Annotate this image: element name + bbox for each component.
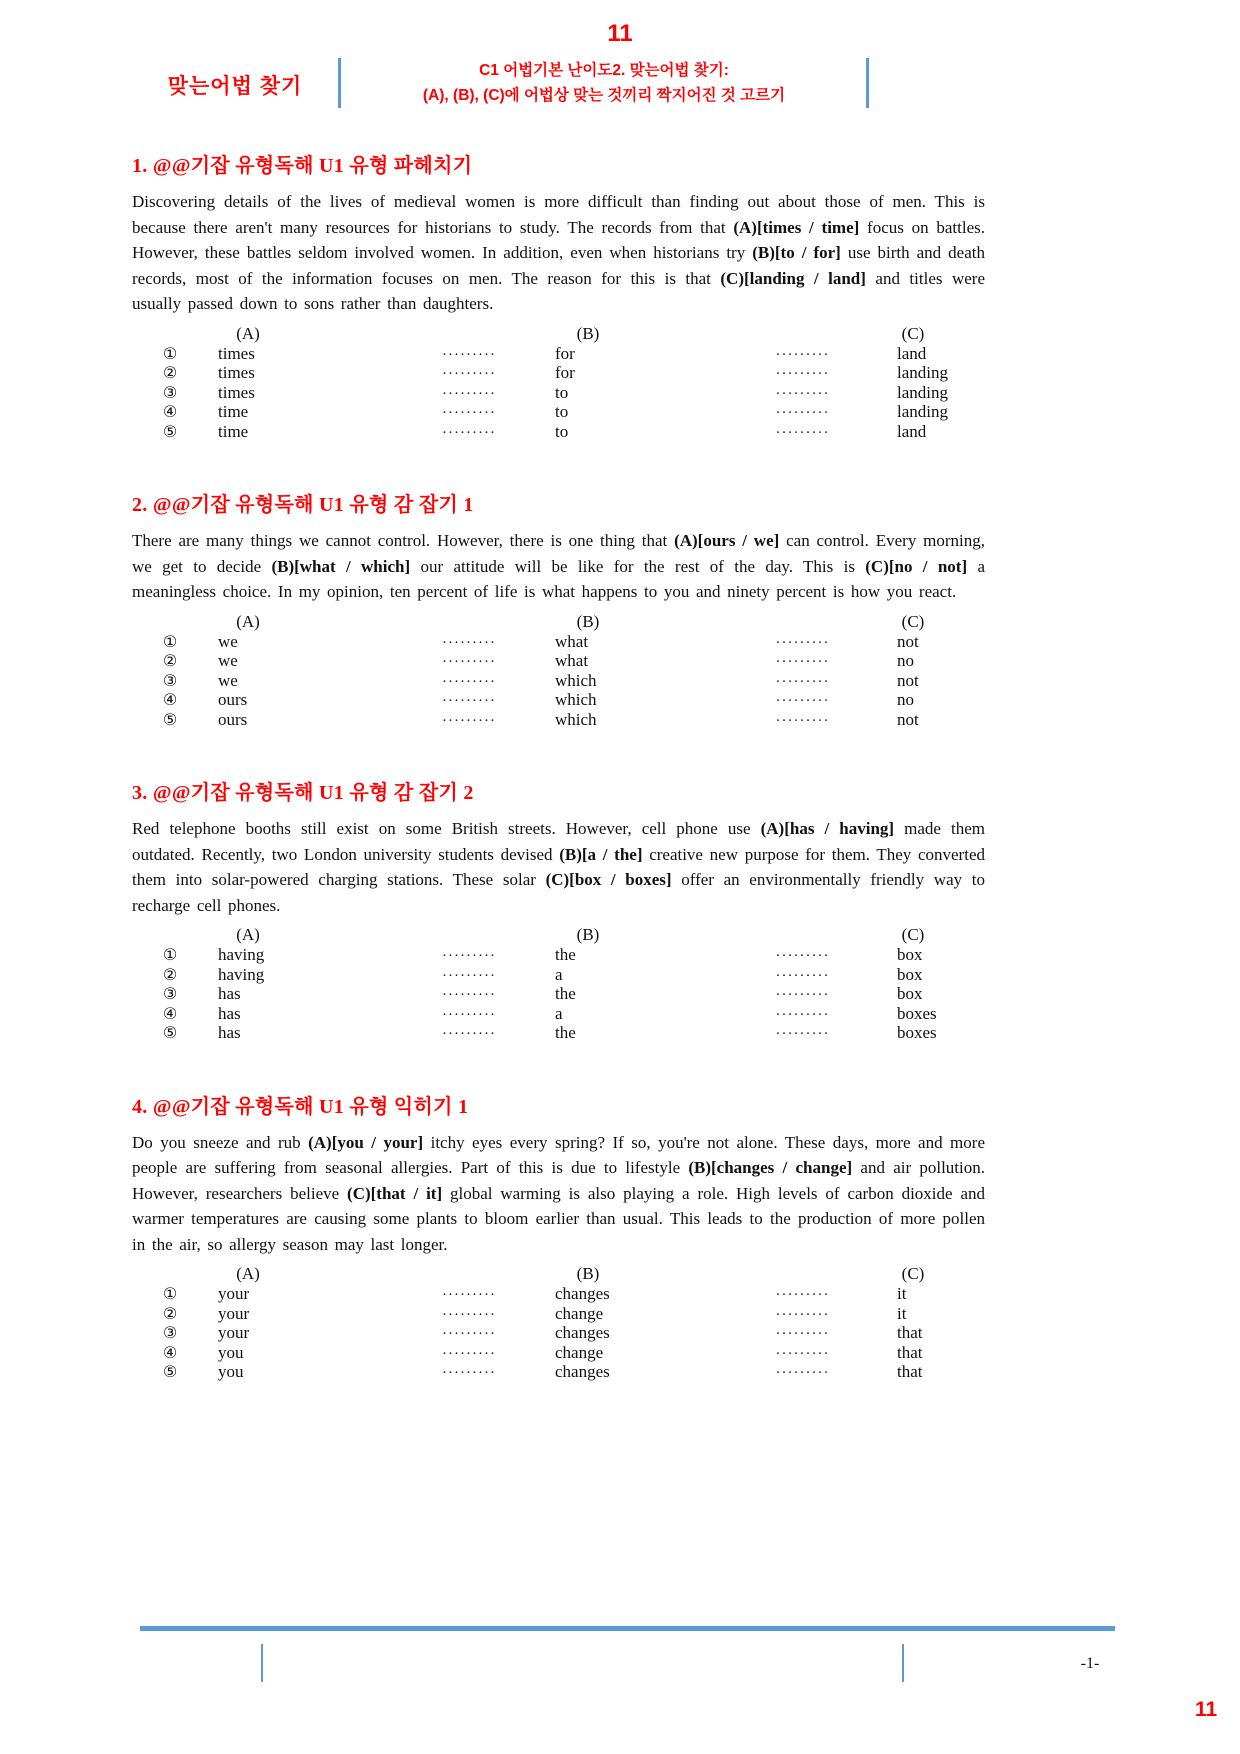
passage-choice-segment: (A)[has / having] <box>760 819 895 838</box>
option-number: ③ <box>162 1323 178 1342</box>
option-c-value: landing <box>897 402 948 421</box>
option-a-value: times <box>218 363 255 382</box>
option-number: ④ <box>162 1003 178 1023</box>
options-table <box>132 925 985 1043</box>
passage-segment: use birth and death records, most of the information focuses on men. The reason for this is that <box>132 243 985 288</box>
passage-segment: Red telephone booths still exist on some British streets. However, cell phone use <box>132 819 761 838</box>
options-header-row <box>132 324 985 344</box>
option-c-value: no <box>897 651 914 670</box>
option-number: ① <box>162 945 178 964</box>
option-a-value: we <box>218 631 238 651</box>
option-b-value: what <box>555 631 589 651</box>
dots-separator: ········· <box>775 1287 830 1303</box>
option-a-value: your <box>218 1303 250 1323</box>
question-title-text: @@기잡 유형독해 U1 유형 익히기 1 <box>152 1095 469 1118</box>
option-row <box>132 984 985 1004</box>
option-number: ② <box>162 651 178 670</box>
option-b-value: which <box>555 670 597 690</box>
dots-separator: ········· <box>775 346 830 363</box>
option-c-value: it <box>897 1303 907 1323</box>
dots-separator: ········· <box>442 1306 496 1323</box>
question-number: 3. <box>132 782 148 804</box>
option-b-value: for <box>555 363 575 382</box>
option-a-value: your <box>218 1323 250 1342</box>
dots-separator: ········· <box>442 967 496 984</box>
option-b-value: a <box>555 1003 563 1023</box>
options-header-row <box>132 1264 985 1284</box>
question-block <box>132 779 985 1043</box>
passage-choice-segment: (B)[changes / change] <box>688 1158 853 1177</box>
option-a-value: we <box>218 670 238 690</box>
option-c-value: boxes <box>897 1003 937 1023</box>
option-b-value: change <box>555 1342 604 1362</box>
passage-choice-segment: (A)[you / your] <box>308 1132 424 1152</box>
option-a-value: time <box>218 421 249 441</box>
question-passage <box>132 816 985 918</box>
passage-segment: Discovering details of the lives of medieval women is more difficult than finding out about those of men. This is because there aren't many resources for historians to study. The records from that <box>132 192 985 237</box>
question-title <box>132 1093 985 1121</box>
passage-choice-segment: (C)[box / boxes] <box>545 870 672 889</box>
column-header-a: (A) <box>236 611 260 631</box>
passage-choice-segment: (C)[no / not] <box>865 556 968 576</box>
option-a-value: has <box>218 1023 241 1042</box>
passage-segment: offer an environmentally friendly way to recharge cell phones. <box>132 870 985 915</box>
dots-separator: ········· <box>442 405 496 421</box>
dots-separator: ········· <box>442 1287 496 1303</box>
option-row <box>132 651 985 671</box>
dots-separator: ········· <box>775 1306 830 1323</box>
dots-separator: ········· <box>775 1365 830 1381</box>
option-c-value: not <box>897 670 919 690</box>
question-block <box>132 491 985 729</box>
question-title-text: @@기잡 유형독해 U1 유형 파헤치기 <box>152 155 473 177</box>
option-number: ⑤ <box>162 1362 178 1381</box>
option-b-value: to <box>555 402 569 421</box>
option-b-value: which <box>555 709 597 729</box>
question-passage <box>132 1130 985 1258</box>
option-a-value: ours <box>218 690 248 709</box>
header-left-title: 맞는어법 찾기 <box>167 75 303 98</box>
option-number: ① <box>162 343 178 363</box>
option-b-value: changes <box>555 1362 610 1381</box>
option-b-value: what <box>555 651 589 670</box>
option-a-value: has <box>218 984 241 1003</box>
column-header-a: (A) <box>236 925 260 944</box>
passage-choice-segment: (C)[that / it] <box>347 1183 443 1203</box>
option-number: ⑤ <box>162 1023 178 1042</box>
option-row <box>132 690 985 710</box>
header-subtitle-line1: C1 어법기본 난이도2. 맞는어법 찾기: <box>479 62 729 79</box>
option-row <box>132 1323 985 1343</box>
dots-separator: ········· <box>775 967 830 984</box>
question-title <box>132 152 985 180</box>
dots-separator: ········· <box>775 673 830 690</box>
option-c-value: that <box>897 1323 923 1342</box>
dots-separator: ········· <box>442 673 496 690</box>
option-number: ① <box>162 1284 178 1303</box>
passage-segment: itchy eyes every spring? If so, you're not alone. These days, more and more people are suffering from seasonal allergies. Part of this is due to lifestyle <box>132 1132 985 1177</box>
option-number: ④ <box>162 402 178 421</box>
dots-separator: ········· <box>775 424 830 441</box>
option-c-value: it <box>897 1284 907 1303</box>
option-row <box>132 1362 985 1382</box>
passage-choice-segment: (A)[times / time] <box>733 217 860 237</box>
passage-choice-segment: (B)[a / the] <box>559 844 643 864</box>
dots-separator: ········· <box>775 1006 830 1023</box>
passage-choice-segment: (C)[landing / land] <box>720 268 866 288</box>
question-title-text: @@기잡 유형독해 U1 유형 감 잡기 1 <box>152 494 474 516</box>
dots-separator: ········· <box>442 366 496 382</box>
header-subtitle-line2: (A), (B), (C)에 어법상 맞는 것끼리 짝지어진 것 고르기 <box>422 87 786 104</box>
passage-segment: There are many things we cannot control. However, there is one thing that <box>132 531 675 550</box>
column-header-c: (C) <box>901 925 925 944</box>
option-number: ① <box>162 631 178 651</box>
dots-separator: ········· <box>775 1345 830 1362</box>
dots-separator: ········· <box>442 634 496 651</box>
dots-separator: ········· <box>775 948 830 964</box>
passage-segment: creative new purpose for them. They converted them into solar-powered charging stations. These solar <box>132 844 985 889</box>
option-b-value: changes <box>555 1284 610 1303</box>
option-number: ④ <box>162 690 178 709</box>
passage-segment: our attitude will be like for the rest of the day. This is <box>410 556 866 576</box>
question-block <box>132 152 985 441</box>
passage-segment: a meaningless choice. In my opinion, ten percent of life is what happens to you and ninety percent is how you react. <box>132 556 985 601</box>
question-number: 1. <box>132 155 148 177</box>
option-b-value: the <box>555 1023 576 1042</box>
dots-separator: ········· <box>442 948 496 964</box>
passage-segment: made them outdated. Recently, two London university students devised <box>132 819 985 864</box>
dots-separator: ········· <box>775 1026 830 1042</box>
option-row <box>132 1023 985 1043</box>
option-row <box>132 710 985 730</box>
option-c-value: box <box>897 964 923 984</box>
column-header-c: (C) <box>901 611 925 631</box>
option-a-value: ours <box>218 709 248 729</box>
option-a-value: you <box>218 1342 244 1362</box>
questions-container <box>132 0 985 1382</box>
option-row <box>132 422 985 442</box>
dots-separator: ········· <box>442 1026 496 1042</box>
option-b-value: to <box>555 421 569 441</box>
option-number: ⑤ <box>162 421 178 441</box>
option-a-value: has <box>218 1003 241 1023</box>
dots-separator: ········· <box>442 987 496 1003</box>
option-a-value: your <box>218 1284 250 1303</box>
options-table <box>132 1264 985 1382</box>
option-row <box>132 1304 985 1324</box>
dots-separator: ········· <box>775 405 830 421</box>
option-a-value: time <box>218 402 249 421</box>
dots-separator: ········· <box>775 634 830 651</box>
dots-separator: ········· <box>775 1326 830 1342</box>
bottom-page-number: 11 <box>1195 1698 1218 1721</box>
dots-separator: ········· <box>442 693 496 709</box>
option-b-value: for <box>555 343 575 363</box>
option-number: ② <box>162 964 178 984</box>
passage-segment: can control. Every morning, we get to decide <box>132 531 985 576</box>
passage-choice-segment: (B)[what / which] <box>271 556 411 576</box>
option-c-value: landing <box>897 363 948 382</box>
option-number: ⑤ <box>162 709 178 729</box>
options-table <box>132 324 985 442</box>
passage-segment: and air pollution. However, researchers believe <box>132 1158 986 1203</box>
passage-segment: Do you sneeze and rub <box>132 1132 309 1152</box>
option-b-value: which <box>555 690 597 709</box>
option-b-value: a <box>555 964 563 984</box>
option-a-value: times <box>218 382 255 402</box>
option-number: ② <box>162 363 178 382</box>
option-c-value: no <box>897 690 914 709</box>
passage-choice-segment: (A)[ours / we] <box>674 531 780 550</box>
dots-separator: ········· <box>442 1006 496 1023</box>
option-c-value: box <box>897 945 923 964</box>
passage-segment: global warming is also playing a role. High levels of carbon dioxide and warmer temperatures are causing some plants to bloom earlier than usual. This leads to the production of more pollen in the air, so allergy season may last longer. <box>132 1183 985 1254</box>
options-header-row <box>132 925 985 945</box>
dots-separator: ········· <box>442 1345 496 1362</box>
option-c-value: box <box>897 984 923 1003</box>
question-title <box>132 779 985 807</box>
footer-divider-bar-left <box>261 1644 263 1682</box>
option-c-value: not <box>897 631 919 651</box>
top-page-number: 11 <box>607 20 633 47</box>
column-header-a: (A) <box>236 1264 260 1283</box>
option-number: ③ <box>162 984 178 1003</box>
option-number: ③ <box>162 670 178 690</box>
dots-separator: ········· <box>442 424 496 441</box>
column-header-a: (A) <box>236 323 260 343</box>
option-row <box>132 363 985 383</box>
option-b-value: change <box>555 1303 604 1323</box>
footer-page-label: -1- <box>1080 1655 1100 1672</box>
option-a-value: times <box>218 343 255 363</box>
option-row <box>132 1004 985 1024</box>
question-title <box>132 491 985 519</box>
dots-separator: ········· <box>442 346 496 363</box>
dots-separator: ········· <box>775 366 830 382</box>
option-b-value: changes <box>555 1323 610 1342</box>
option-c-value: boxes <box>897 1023 937 1042</box>
option-b-value: the <box>555 945 576 964</box>
option-a-value: having <box>218 964 265 984</box>
passage-choice-segment: (B)[to / for] <box>752 243 841 262</box>
question-passage <box>132 189 985 317</box>
dots-separator: ········· <box>775 712 830 729</box>
option-c-value: not <box>897 709 919 729</box>
option-row <box>132 671 985 691</box>
dots-separator: ········· <box>442 385 496 402</box>
options-header-row <box>132 612 985 632</box>
footer-rule <box>140 1626 1115 1631</box>
question-title-text: @@기잡 유형독해 U1 유형 감 잡기 2 <box>152 782 474 804</box>
dots-separator: ········· <box>775 385 830 402</box>
column-header-b: (B) <box>576 1264 600 1283</box>
option-a-value: having <box>218 945 265 964</box>
passage-segment: and titles were usually passed down to sons rather than daughters. <box>132 268 985 313</box>
question-number: 2. <box>132 494 148 516</box>
option-row <box>132 1343 985 1363</box>
option-b-value: to <box>555 382 569 402</box>
option-row <box>132 945 985 965</box>
question-passage <box>132 528 985 605</box>
question-block <box>132 1093 985 1382</box>
option-row <box>132 383 985 403</box>
option-c-value: landing <box>897 382 948 402</box>
column-header-c: (C) <box>901 323 925 343</box>
dots-separator: ········· <box>442 1326 496 1342</box>
option-row <box>132 1284 985 1304</box>
column-header-b: (B) <box>576 323 600 343</box>
option-c-value: land <box>897 343 927 363</box>
dots-separator: ········· <box>775 654 830 670</box>
column-header-b: (B) <box>576 925 600 944</box>
option-row <box>132 632 985 652</box>
question-number: 4. <box>132 1095 148 1118</box>
option-number: ③ <box>162 382 178 402</box>
option-b-value: the <box>555 984 576 1003</box>
option-a-value: you <box>218 1362 244 1381</box>
option-c-value: land <box>897 421 927 441</box>
dots-separator: ········· <box>442 1365 496 1381</box>
dots-separator: ········· <box>775 693 830 709</box>
option-c-value: that <box>897 1362 923 1381</box>
dots-separator: ········· <box>442 654 496 670</box>
dots-separator: ········· <box>775 987 830 1003</box>
options-table <box>132 612 985 730</box>
footer-divider-bar-right <box>902 1644 904 1682</box>
dots-separator: ········· <box>442 712 496 729</box>
option-c-value: that <box>897 1342 923 1362</box>
option-row <box>132 965 985 985</box>
column-header-b: (B) <box>576 611 600 631</box>
option-a-value: we <box>218 651 238 670</box>
option-number: ④ <box>162 1342 178 1362</box>
column-header-c: (C) <box>901 1264 925 1283</box>
passage-segment: focus on battles. However, these battles seldom involved women. In addition, even when historians try <box>132 217 985 262</box>
option-number: ② <box>162 1303 178 1323</box>
option-row <box>132 344 985 364</box>
option-row <box>132 402 985 422</box>
